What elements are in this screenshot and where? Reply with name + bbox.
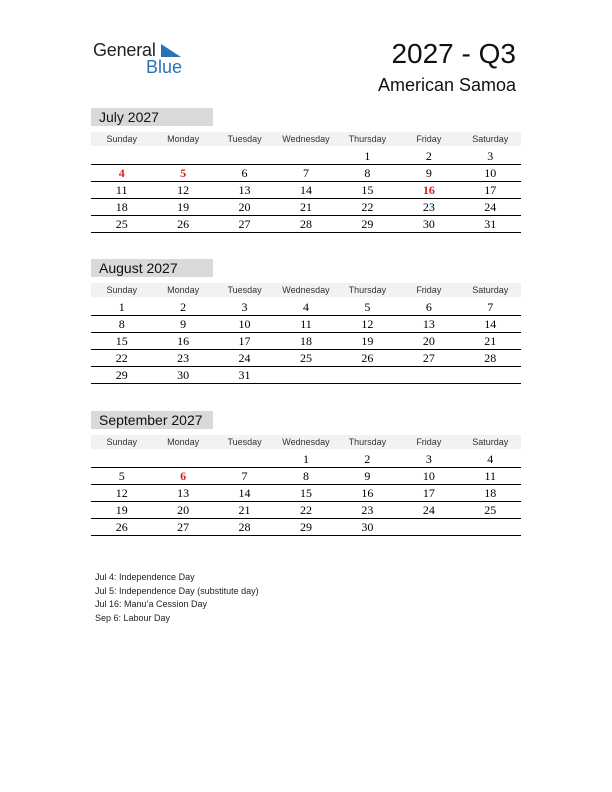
date-cell: 14 <box>238 486 251 500</box>
date-cell: 22 <box>299 503 312 517</box>
month-title: July 2027 <box>91 108 213 126</box>
date-cell: 27 <box>422 351 435 365</box>
date-cell: 14 <box>484 317 497 331</box>
date-cell: 26 <box>177 217 190 231</box>
weekday-label: Sunday <box>106 285 137 295</box>
date-cell <box>460 367 521 383</box>
date-cell: 8 <box>118 317 125 331</box>
logo-general-text: General <box>93 40 156 60</box>
date-cell: 24 <box>238 351 251 365</box>
country-name: American Samoa <box>377 75 516 95</box>
date-cell: 8 <box>302 469 309 483</box>
date-cell: 11 <box>484 469 497 483</box>
date-cell: 5 <box>364 300 371 314</box>
date-cell: 3 <box>241 300 248 314</box>
weekday-label: Sunday <box>106 134 137 144</box>
date-cell: 7 <box>487 300 494 314</box>
date-cell <box>337 367 398 383</box>
month-title: August 2027 <box>91 259 213 277</box>
weekday-label: Saturday <box>472 437 509 447</box>
date-cell: 15 <box>361 183 374 197</box>
date-cell: 17 <box>238 334 251 348</box>
holiday-note: Jul 4: Independence Day <box>95 572 195 582</box>
date-cell <box>214 451 275 467</box>
date-cell: 24 <box>422 503 435 517</box>
logo-triangle-icon <box>161 44 181 57</box>
date-cell: 31 <box>484 217 497 231</box>
date-cell: 18 <box>115 200 128 214</box>
date-cell: 21 <box>484 334 497 348</box>
date-cell: 2 <box>180 300 187 314</box>
month-calendar-august <box>91 259 521 384</box>
date-cell: 25 <box>115 217 128 231</box>
date-cell <box>152 451 213 467</box>
date-cell: 1 <box>302 452 309 466</box>
week-row <box>91 467 521 485</box>
date-cell <box>91 148 152 164</box>
date-cell: 4 <box>302 300 309 314</box>
date-cell <box>398 519 459 535</box>
weekday-label: Tuesday <box>227 134 262 144</box>
date-cell: 27 <box>238 217 251 231</box>
date-cell: 15 <box>299 486 312 500</box>
logo-blue-text: Blue <box>146 57 183 77</box>
date-cell: 21 <box>299 200 312 214</box>
date-cell: 27 <box>177 520 190 534</box>
date-cell: 28 <box>299 217 312 231</box>
date-cell: 29 <box>115 368 128 382</box>
date-cell: 26 <box>115 520 128 534</box>
weekday-label: Thursday <box>348 437 387 447</box>
date-cell: 29 <box>299 520 312 534</box>
date-cell <box>398 367 459 383</box>
week-row <box>91 164 521 182</box>
holiday-date-cell: 6 <box>180 469 187 483</box>
date-cell: 23 <box>422 200 435 214</box>
weekday-label: Wednesday <box>282 437 330 447</box>
date-cell <box>91 451 152 467</box>
date-cell: 28 <box>484 351 497 365</box>
date-cell: 6 <box>425 300 432 314</box>
weekday-header-row <box>91 132 521 146</box>
weekday-header-row <box>91 283 521 297</box>
week-row <box>91 315 521 333</box>
weekday-label: Monday <box>167 134 200 144</box>
date-cell: 3 <box>487 149 494 163</box>
week-row <box>91 519 521 536</box>
date-cell: 13 <box>422 317 435 331</box>
date-cell: 22 <box>115 351 128 365</box>
date-cell: 5 <box>118 469 125 483</box>
holiday-date-cell: 4 <box>118 166 125 180</box>
weekday-label: Friday <box>416 437 442 447</box>
date-cell: 25 <box>484 503 497 517</box>
date-cell: 29 <box>361 217 374 231</box>
holiday-note: Jul 16: Manu’a Cession Day <box>95 599 208 609</box>
weekday-label: Tuesday <box>227 437 262 447</box>
date-cell: 13 <box>177 486 190 500</box>
date-cell: 6 <box>241 166 248 180</box>
week-row <box>91 216 521 233</box>
date-cell: 21 <box>238 503 251 517</box>
holiday-date-cell: 5 <box>180 166 187 180</box>
page-title: 2027 - Q3 <box>391 38 516 69</box>
weekday-label: Monday <box>167 285 200 295</box>
week-row <box>91 299 521 315</box>
date-cell: 30 <box>422 217 435 231</box>
weekday-label: Sunday <box>106 437 137 447</box>
date-cell: 15 <box>115 334 128 348</box>
date-cell: 31 <box>238 368 251 382</box>
holiday-date-cell: 16 <box>422 183 435 197</box>
week-row <box>91 502 521 519</box>
weekday-label: Monday <box>167 437 200 447</box>
date-cell: 8 <box>364 166 371 180</box>
date-cell: 9 <box>180 317 187 331</box>
week-row <box>91 350 521 367</box>
date-cell: 28 <box>238 520 251 534</box>
date-cell: 12 <box>177 183 190 197</box>
date-cell: 19 <box>361 334 374 348</box>
holiday-note: Jul 5: Independence Day (substitute day) <box>95 585 259 596</box>
date-cell: 12 <box>115 486 128 500</box>
week-row <box>91 367 521 384</box>
date-cell: 10 <box>238 317 251 331</box>
weekday-label: Friday <box>416 134 442 144</box>
weekday-label: Tuesday <box>227 285 262 295</box>
week-row <box>91 199 521 216</box>
date-cell: 18 <box>299 334 312 348</box>
date-cell: 7 <box>302 166 309 180</box>
holiday-notes <box>95 571 259 625</box>
date-cell: 19 <box>115 503 128 517</box>
weekday-label: Thursday <box>348 285 387 295</box>
date-cell: 7 <box>241 469 248 483</box>
date-cell: 10 <box>484 166 497 180</box>
date-cell: 11 <box>115 183 128 197</box>
date-cell: 20 <box>177 503 190 517</box>
weekday-label: Saturday <box>472 285 509 295</box>
date-cell: 17 <box>422 486 435 500</box>
week-row <box>91 182 521 199</box>
date-cell: 1 <box>118 300 125 314</box>
weekday-label: Saturday <box>472 134 509 144</box>
date-cell: 16 <box>361 486 374 500</box>
weekday-label: Wednesday <box>282 285 330 295</box>
date-cell: 19 <box>177 200 190 214</box>
date-cell: 26 <box>361 351 374 365</box>
weekday-label: Friday <box>416 285 442 295</box>
date-cell: 25 <box>299 351 312 365</box>
date-cell: 20 <box>422 334 435 348</box>
date-cell: 24 <box>484 200 497 214</box>
week-row <box>91 333 521 350</box>
month-calendar-july <box>91 108 521 233</box>
date-cell <box>214 148 275 164</box>
date-cell: 17 <box>484 183 497 197</box>
weekday-label: Thursday <box>348 134 387 144</box>
date-cell: 10 <box>422 469 435 483</box>
date-cell: 20 <box>238 200 251 214</box>
date-cell: 18 <box>484 486 497 500</box>
date-cell: 23 <box>361 503 374 517</box>
date-cell: 13 <box>238 183 251 197</box>
holiday-note: Sep 6: Labour Day <box>95 612 171 623</box>
month-title: September 2027 <box>91 411 213 429</box>
date-cell: 30 <box>177 368 190 382</box>
date-cell: 11 <box>300 317 312 331</box>
date-cell: 12 <box>361 317 374 331</box>
date-cell: 2 <box>364 452 371 466</box>
month-calendar-september <box>91 411 521 536</box>
date-cell: 22 <box>361 200 374 214</box>
date-cell <box>460 519 521 535</box>
weekday-label: Wednesday <box>282 134 330 144</box>
date-cell <box>275 148 336 164</box>
date-cell <box>275 367 336 383</box>
date-cell: 30 <box>361 520 374 534</box>
date-cell: 16 <box>177 334 190 348</box>
weekday-header-row <box>91 435 521 449</box>
date-cell <box>152 148 213 164</box>
date-cell: 3 <box>425 452 432 466</box>
brand-logo <box>93 40 193 80</box>
date-cell: 9 <box>425 166 432 180</box>
week-row <box>91 148 521 164</box>
date-cell: 2 <box>425 149 432 163</box>
date-cell: 23 <box>177 351 190 365</box>
week-row <box>91 485 521 502</box>
week-row <box>91 451 521 467</box>
date-cell: 14 <box>299 183 312 197</box>
date-cell: 9 <box>364 469 371 483</box>
date-cell: 1 <box>364 149 371 163</box>
date-cell: 4 <box>487 452 494 466</box>
